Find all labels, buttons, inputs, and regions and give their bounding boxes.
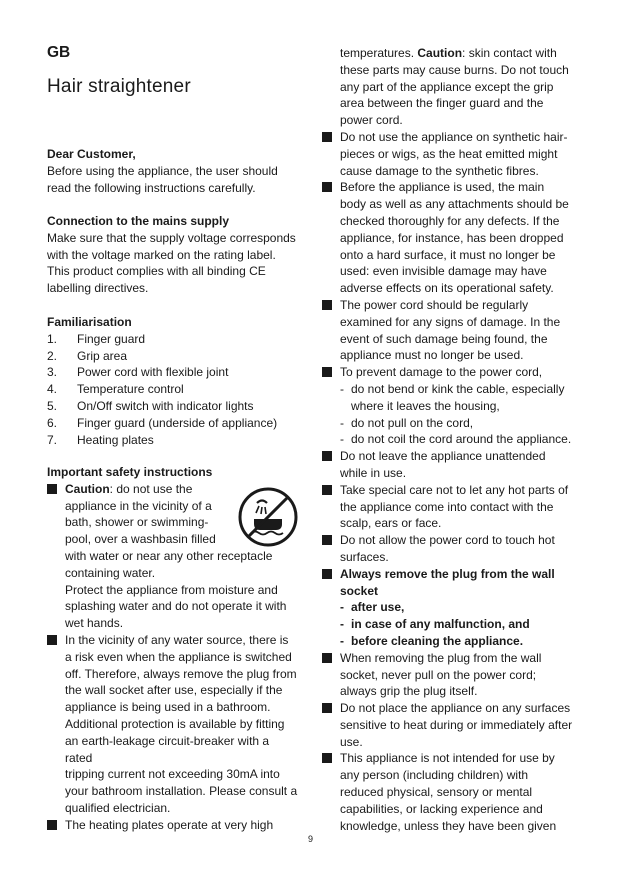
list-item: 2. Grip area <box>47 348 128 363</box>
water-bullet: In the vicinity of any water source, there is a risk even when the appliance is switched off. Therefore, always remove the plug from the wall socket after use, especially if the appliance is being used in a bathroom. Additional protection is available by fitting an earth-leakage circuit-breaker with a rated tripping current not exceeding 30mA into your bathroom installation. Please consult a qualified electrician. <box>47 632 299 817</box>
list-item: 1. Finger guard <box>47 331 146 346</box>
language-code: GB <box>47 44 71 61</box>
remove-plug-bullet: Always remove the plug from the wall socket - after use, - in case of any malfunction, and - before cleaning the appliance. <box>322 566 574 650</box>
list-item: 6. Finger guard (underside of appliance) <box>47 415 278 430</box>
familiarisation-heading: Familiarisation <box>47 315 132 329</box>
mains-section <box>47 213 299 297</box>
familiarisation-section <box>47 314 299 448</box>
synthetic-bullet: Do not use the appliance on synthetic hair- pieces or wigs, as the heat emitted might cause damage to the synthetic fibres. <box>322 129 574 179</box>
no-water-warning-icon <box>237 486 299 548</box>
bullet-square-icon <box>47 820 57 830</box>
cord-check-bullet: The power cord should be regularly examined for any signs of damage. In the event of such damage being found, the appliance must no longer be used. <box>322 297 574 364</box>
safety-heading: Important safety instructions <box>47 465 213 479</box>
bullet-square-icon <box>322 753 332 763</box>
page-number: 9 <box>307 834 313 844</box>
surfaces-bullet: Do not place the appliance on any surfaces sensitive to heat during or immediately after use. <box>322 700 574 750</box>
bullet-square-icon <box>322 569 332 579</box>
intended-use-bullet: This appliance is not intended for use by any person (including children) with reduced physical, sensory or mental capabilities, or lacking experience and knowledge, unless they have been given <box>322 750 574 834</box>
bullet-square-icon <box>322 485 332 495</box>
heating-continuation: temperatures. Caution: skin contact with these parts may cause burns. Do not touch any part of the appliance except the grip area between the finger guard and the power cord. <box>340 46 569 128</box>
bullet-square-icon <box>322 300 332 310</box>
bullet-square-icon <box>322 703 332 713</box>
prevent-damage-bullet: To prevent damage to the power cord, - do not bend or kink the cable, especially where it leaves the housing, - do not pull on the cord, - do not coil the cord around the appliance. <box>322 364 574 448</box>
mains-line: with the voltage marked on the rating label. <box>47 247 276 262</box>
bullet-square-icon <box>322 182 332 192</box>
mains-line: labelling directives. <box>47 281 149 296</box>
before-use-bullet: Before the appliance is used, the main body as well as any attachments should be checked thoroughly for any defects. If the appliance, for instance, has been dropped onto a hard surface, it must no longer be used: even invisible damage may have adverse effects on its operational safety. <box>322 179 574 297</box>
mains-heading: Connection to the mains supply <box>47 214 230 228</box>
list-item: 5. On/Off switch with indicator lights <box>47 398 254 413</box>
bullet-square-icon <box>47 484 57 494</box>
mains-line: This product complies with all binding CE <box>47 264 266 279</box>
list-item: 3. Power cord with flexible joint <box>47 365 229 380</box>
list-item: 7. Heating plates <box>47 432 154 447</box>
unattended-bullet: Do not leave the appliance unattended while in use. <box>322 448 574 482</box>
bullet-square-icon <box>322 653 332 663</box>
page-title: Hair straightener <box>47 76 191 97</box>
bullet-square-icon <box>322 132 332 142</box>
bullet-square-icon <box>47 635 57 645</box>
hot-parts-bullet: Take special care not to let any hot parts of the appliance come into contact with the scalp, ears or face. <box>322 482 574 532</box>
intro-heading: Dear Customer, <box>47 147 136 161</box>
grip-plug-bullet: When removing the plug from the wall socket, never pull on the power cord; always grip the plug itself. <box>322 650 574 700</box>
bullet-square-icon <box>322 535 332 545</box>
bullet-square-icon <box>322 367 332 377</box>
intro-section <box>47 146 299 196</box>
heating-bullet: The heating plates operate at very high <box>47 817 299 834</box>
caution-bullet: Caution: do not use the appliance in the vicinity of a bath, shower or swimming- pool, over a washbasin filled with water or near any other receptacle containing water. Protect the appliance from moisture and splashing water and do not operate it with wet hands. <box>47 481 299 632</box>
intro-line: read the following instructions carefully. <box>47 180 256 195</box>
bullet-square-icon <box>322 451 332 461</box>
cord-touch-bullet: Do not allow the power cord to touch hot surfaces. <box>322 532 574 566</box>
mains-line: Make sure that the supply voltage corresponds <box>47 230 296 245</box>
parts-list <box>47 331 299 449</box>
list-item: 4. Temperature control <box>47 382 184 397</box>
right-bullets <box>322 129 574 834</box>
intro-line: Before using the appliance, the user should <box>47 163 278 178</box>
